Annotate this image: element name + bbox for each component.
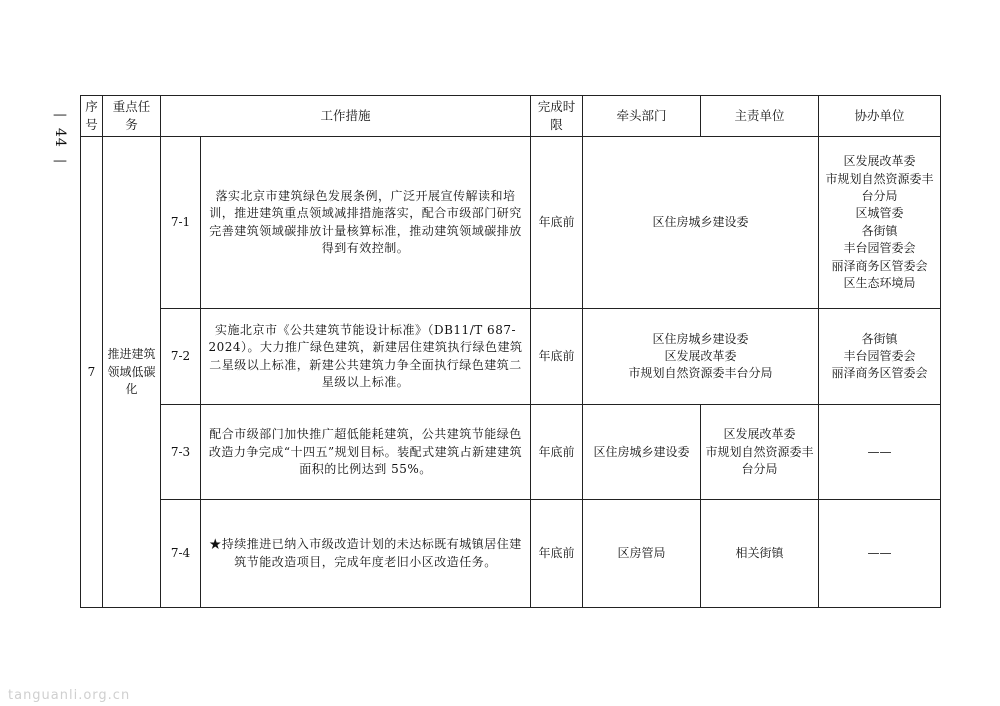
row-main-unit: 区发展改革委 市规划自然资源委丰台分局 <box>701 405 819 500</box>
table-row <box>81 137 941 309</box>
row-assist-unit: 区发展改革委 市规划自然资源委丰台分局 区城管委 各街镇 丰台园管委会 丽泽商务区管委会 区生态环境局 <box>819 137 941 309</box>
row-deadline: 年底前 <box>531 405 583 500</box>
row-lead-dept: 区房管局 <box>583 500 701 608</box>
page-number <box>50 108 70 198</box>
row-assist-unit: —— <box>819 405 941 500</box>
row-lead-dept: 区住房城乡建设委 <box>583 405 701 500</box>
page-number-value: 44 <box>52 128 68 148</box>
page-number-dash-top: — <box>53 107 67 123</box>
header-seq: 序号 <box>81 96 103 137</box>
row-measure: 落实北京市建筑绿色发展条例，广泛开展宣传解读和培训，推进建筑重点领域减排措施落实，配合市级部门研究完善建筑领域碳排放计量核算标准，推动建筑领域碳排放得到有效控制。 <box>201 137 531 309</box>
row-id: 7-4 <box>161 500 201 608</box>
row-deadline: 年底前 <box>531 309 583 405</box>
row-id: 7-2 <box>161 309 201 405</box>
row-deadline: 年底前 <box>531 137 583 309</box>
row-lead-main-unit: 区住房城乡建设委 区发展改革委 市规划自然资源委丰台分局 <box>583 309 819 405</box>
header-measures: 工作措施 <box>161 96 531 137</box>
row-measure: ★持续推进已纳入市级改造计划的未达标既有城镇居住建筑节能改造项目，完成年度老旧小区改造任务。 <box>201 500 531 608</box>
row-id: 7-3 <box>161 405 201 500</box>
header-task: 重点任务 <box>103 96 161 137</box>
task-seq: 7 <box>81 137 103 608</box>
row-main-unit: 相关街镇 <box>701 500 819 608</box>
header-main-unit: 主责单位 <box>701 96 819 137</box>
row-id: 7-1 <box>161 137 201 309</box>
row-assist-unit: 各街镇 丰台园管委会 丽泽商务区管委会 <box>819 309 941 405</box>
header-assist-unit: 协办单位 <box>819 96 941 137</box>
header-row <box>81 96 941 137</box>
table-row <box>81 309 941 405</box>
watermark: tanguanli.org.cn <box>8 688 131 703</box>
header-lead-dept: 牵头部门 <box>583 96 701 137</box>
page-number-dash-bottom: — <box>53 152 67 169</box>
task-table <box>80 95 941 608</box>
row-measure: 配合市级部门加快推广超低能耗建筑，公共建筑节能绿色改造力争完成“十四五”规划目标。装配式建筑占新建建筑面积的比例达到 55%。 <box>201 405 531 500</box>
row-measure: 实施北京市《公共建筑节能设计标准》（DB11/T 687-2024）。大力推广绿色建筑，新建居住建筑执行绿色建筑二星级以上标准，新建公共建筑力争全面执行绿色建筑二星级以上标准。 <box>201 309 531 405</box>
task-name: 推进建筑领域低碳化 <box>103 137 161 608</box>
row-lead-main-unit: 区住房城乡建设委 <box>583 137 819 309</box>
table-row <box>81 405 941 500</box>
table-row <box>81 500 941 608</box>
row-deadline: 年底前 <box>531 500 583 608</box>
header-deadline: 完成时限 <box>531 96 583 137</box>
row-assist-unit: —— <box>819 500 941 608</box>
